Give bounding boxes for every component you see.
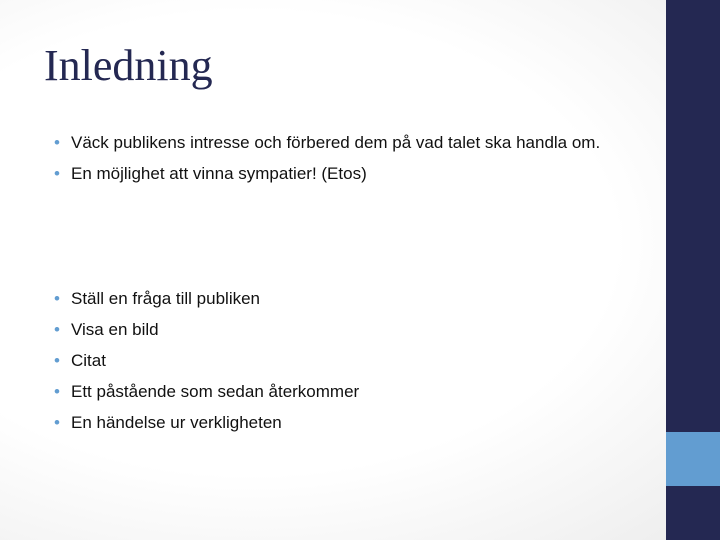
bullet-list-methods (54, 287, 614, 442)
list-item (54, 349, 614, 372)
bullet-icon: • (54, 351, 60, 370)
bullet-icon: • (54, 289, 60, 308)
list-item (54, 287, 614, 310)
list-item (54, 318, 614, 341)
bullet-icon: • (54, 320, 60, 339)
bullet-icon: • (54, 382, 60, 401)
list-item (54, 380, 614, 403)
list-item-text: Visa en bild (71, 320, 159, 339)
bullet-list-purpose (54, 131, 614, 193)
list-item (54, 131, 614, 154)
list-item-text: Väck publikens intresse och förbered dem på vad talet ska handla om. (71, 133, 601, 152)
bullet-icon: • (54, 413, 60, 432)
list-item-text: En händelse ur verkligheten (71, 413, 282, 432)
list-item-text: En möjlighet att vinna sympatier! (Etos) (71, 164, 367, 183)
list-item-text: Ställ en fråga till publiken (71, 289, 261, 308)
list-item (54, 162, 614, 185)
bullet-icon: • (54, 133, 60, 152)
slide-title: Inledning (44, 41, 213, 90)
sidebar-accent-block (666, 432, 720, 486)
list-item-text: Citat (71, 351, 106, 370)
list-item (54, 411, 614, 434)
bullet-icon: • (54, 164, 60, 183)
list-item-text: Ett påstående som sedan återkommer (71, 382, 360, 401)
